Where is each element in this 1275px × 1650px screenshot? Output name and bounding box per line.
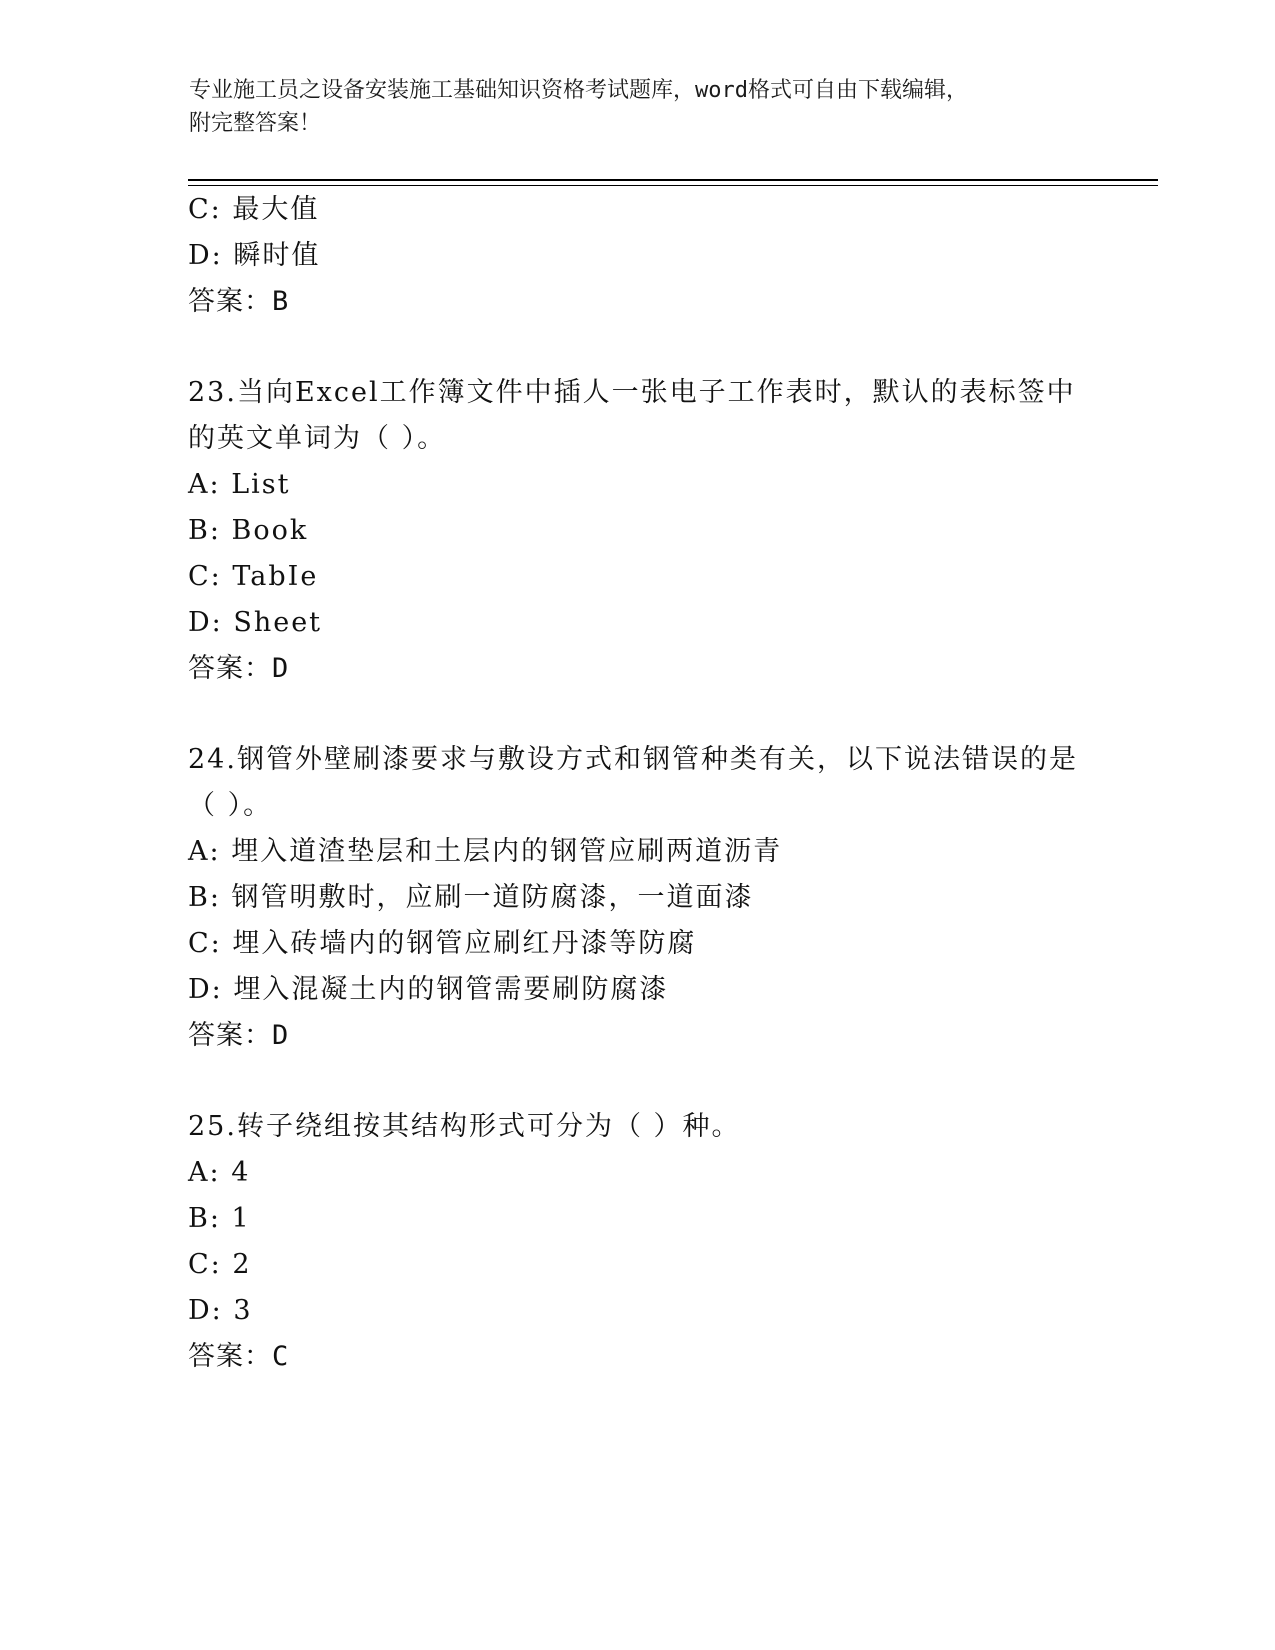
option-row: A: 4 xyxy=(188,1157,251,1188)
header-line-1: 专业施工员之设备安装施工基础知识资格考试题库，word格式可自由下载编辑， xyxy=(189,78,968,103)
answer-value: D xyxy=(272,1020,290,1051)
option-letter: A xyxy=(188,469,210,500)
option-letter: C xyxy=(188,561,211,592)
question-stem-line: 23.当向Excel工作簿文件中插人一张电子工作表时，默认的表标签中 xyxy=(188,377,1076,408)
option-row: A: List xyxy=(188,469,291,500)
option-row: D: 瞬时值 xyxy=(188,240,321,271)
question-24 xyxy=(188,737,1088,1059)
answer-line xyxy=(188,646,1088,692)
option-row: A: 埋入道渣垫层和土层内的钢管应刷两道沥青 xyxy=(188,836,783,867)
option-letter: C xyxy=(188,928,211,959)
option-text: 钢管明敷时，应刷一道防腐漆，一道面漆 xyxy=(231,882,754,913)
question-content xyxy=(188,187,1088,1380)
option-letter: B xyxy=(188,1203,210,1234)
option-letter: A xyxy=(188,836,210,867)
answer-line xyxy=(188,279,1088,325)
answer-label: 答案： xyxy=(188,1020,272,1051)
option-letter: C xyxy=(188,194,211,225)
answer-label: 答案： xyxy=(188,286,272,317)
option-letter: C xyxy=(188,1249,211,1280)
option-text: TabIe xyxy=(232,561,319,592)
option-text: 1 xyxy=(231,1203,251,1234)
continued-question xyxy=(188,187,1088,325)
option-text: 埋入混凝土内的钢管需要刷防腐漆 xyxy=(233,974,669,1005)
option-row: C: 埋入砖墙内的钢管应刷红丹漆等防腐 xyxy=(188,928,697,959)
option-letter: B xyxy=(188,515,210,546)
option-row: B: 1 xyxy=(188,1203,251,1234)
question-stem-line: 的英文单词为（ ）。 xyxy=(188,423,447,454)
answer-line xyxy=(188,1334,1088,1380)
answer-line xyxy=(188,1013,1088,1059)
option-text: 瞬时值 xyxy=(233,240,321,271)
option-text: List xyxy=(231,469,291,500)
option-text: 最大值 xyxy=(232,194,320,225)
question-23 xyxy=(188,370,1088,692)
answer-value: C xyxy=(272,1341,290,1372)
option-row: C: 最大值 xyxy=(188,194,320,225)
option-text: 2 xyxy=(232,1249,252,1280)
answer-value: D xyxy=(272,653,290,684)
option-row: C: 2 xyxy=(188,1249,252,1280)
option-text: 4 xyxy=(231,1157,251,1188)
header-rule-thin xyxy=(188,185,1158,186)
question-stem-line: （ ）。 xyxy=(188,790,273,821)
header-rule-thick xyxy=(188,179,1158,181)
option-text: 埋入道渣垫层和土层内的钢管应刷两道沥青 xyxy=(231,836,783,867)
option-row: D: Sheet xyxy=(188,607,323,638)
option-letter: D xyxy=(188,240,212,271)
answer-label: 答案： xyxy=(188,653,272,684)
document-header xyxy=(189,74,1089,140)
option-row: C: TabIe xyxy=(188,561,319,592)
answer-label: 答案： xyxy=(188,1341,272,1372)
option-row: B: Book xyxy=(188,515,309,546)
question-25 xyxy=(188,1104,1088,1380)
option-text: 3 xyxy=(233,1295,253,1326)
option-text: Book xyxy=(231,515,309,546)
question-stem-line: 24.钢管外壁刷漆要求与敷设方式和钢管种类有关，以下说法错误的是 xyxy=(188,744,1078,775)
option-row: D: 3 xyxy=(188,1295,253,1326)
question-stem-line: 25.转子绕组按其结构形式可分为（ ）种。 xyxy=(188,1111,741,1142)
option-text: Sheet xyxy=(233,607,323,638)
option-letter: D xyxy=(188,607,212,638)
option-letter: A xyxy=(188,1157,210,1188)
answer-value: B xyxy=(272,286,290,317)
option-text: 埋入砖墙内的钢管应刷红丹漆等防腐 xyxy=(232,928,697,959)
option-letter: B xyxy=(188,882,210,913)
option-letter: D xyxy=(188,974,212,1005)
option-row: B: 钢管明敷时，应刷一道防腐漆，一道面漆 xyxy=(188,882,754,913)
header-line-2: 附完整答案！ xyxy=(189,111,322,136)
option-letter: D xyxy=(188,1295,212,1326)
option-row: D: 埋入混凝土内的钢管需要刷防腐漆 xyxy=(188,974,669,1005)
